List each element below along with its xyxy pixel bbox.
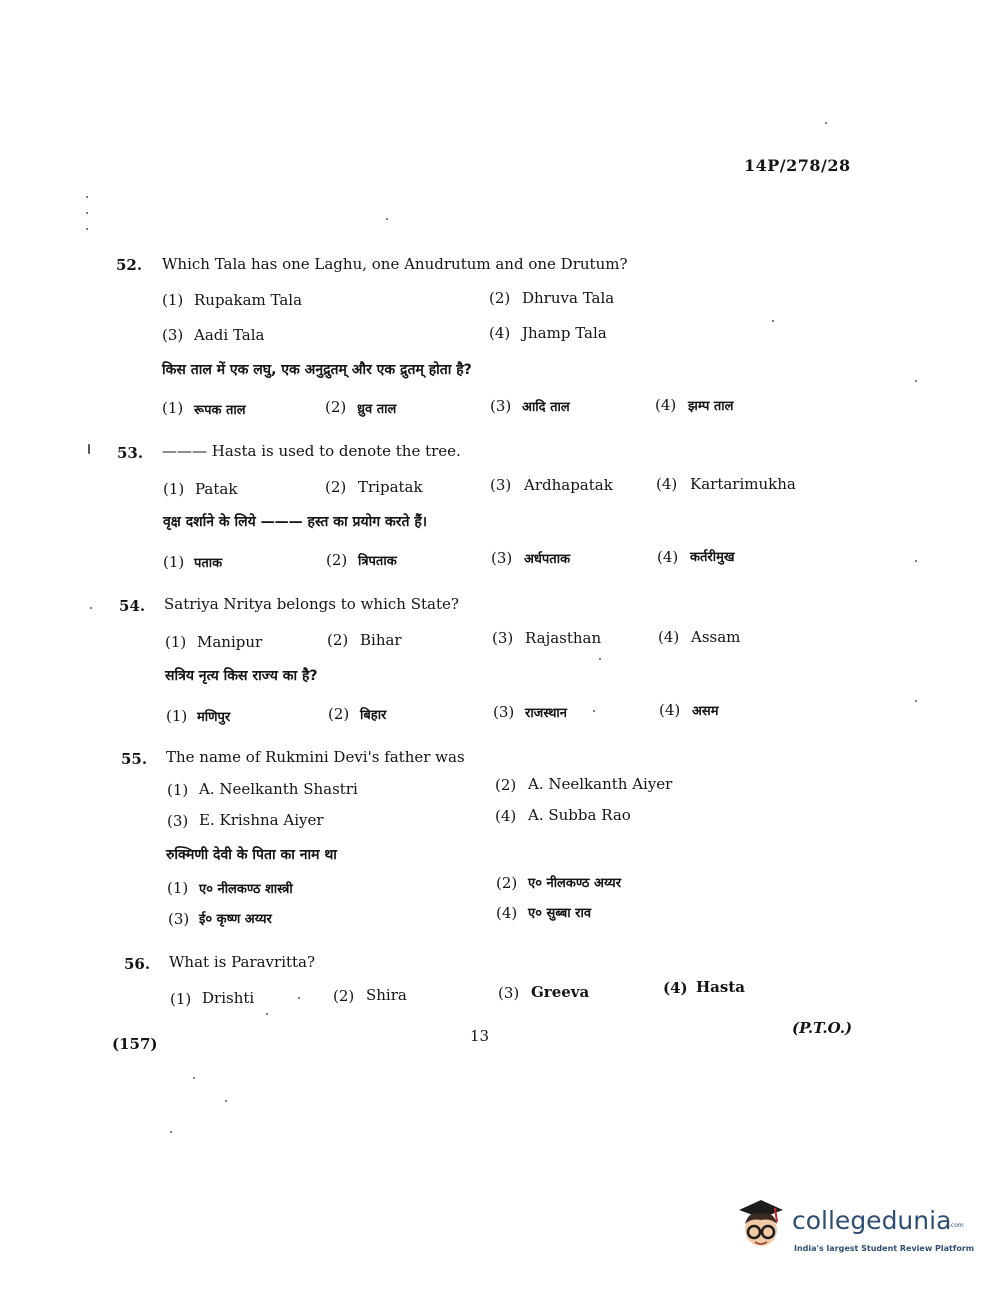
option-text: Manipur (197, 633, 263, 651)
option-text-hi: झम्प ताल (688, 399, 734, 414)
option-text: Patak (195, 480, 238, 498)
brand-tld: .com (949, 1222, 964, 1229)
scan-speck (915, 380, 917, 382)
option-text: A. Subba Rao (528, 806, 631, 824)
scan-speck (193, 1077, 195, 1079)
option-number: (1) (167, 879, 189, 897)
question-number: 53. (117, 444, 144, 462)
paper-code: 14P/278/28 (744, 156, 851, 175)
option-text: Greeva (531, 983, 590, 1001)
option-text-hi: ए० सुब्बा राव (528, 906, 592, 921)
option-text: Aadi Tala (194, 326, 265, 344)
option-number: (2) (325, 478, 347, 496)
option-text-hi: ए० नीलकण्ठ शास्त्री (199, 882, 293, 897)
option-number: (2) (489, 289, 511, 307)
option-text-hi: ई० कृष्ण अय्यर (199, 912, 272, 927)
question-text-en: Satriya Nritya belongs to which State? (164, 595, 459, 613)
option-number: (4) (663, 979, 688, 997)
option-text: Jhamp Tala (522, 324, 607, 342)
scan-speck (593, 710, 595, 712)
question-number: 52. (116, 256, 143, 274)
scan-speck (825, 122, 827, 124)
option-number: (2) (328, 705, 350, 723)
brand-tagline: India's largest Student Review Platform (794, 1244, 975, 1253)
question-number: 56. (124, 955, 151, 973)
option-number: (3) (498, 984, 520, 1002)
option-number: (1) (167, 781, 189, 799)
option-text: Bihar (360, 631, 402, 649)
brand-name: collegedunia (792, 1206, 952, 1235)
option-number: (4) (657, 548, 679, 566)
question-text-hi: सत्रिय नृत्य किस राज्य का है? (165, 668, 318, 684)
pto-label: (P.T.O.) (792, 1019, 853, 1037)
option-text: E. Krishna Aiyer (199, 811, 324, 829)
scan-speck (88, 444, 90, 454)
option-number: (4) (496, 904, 518, 922)
question-text-en: What is Paravritta? (169, 953, 316, 971)
option-number: (1) (166, 707, 188, 725)
option-number: (4) (655, 396, 677, 414)
scan-speck (772, 320, 774, 322)
option-text: Dhruva Tala (522, 289, 615, 307)
option-number: (1) (162, 291, 184, 309)
option-number: (4) (489, 324, 511, 342)
scan-speck (599, 658, 601, 660)
option-text: Hasta (696, 978, 745, 996)
scan-speck (386, 218, 388, 220)
question-text-en: ——— Hasta is used to denote the tree. (162, 442, 461, 460)
scan-speck (266, 1013, 268, 1015)
option-text: Tripatak (358, 478, 423, 496)
question-text-hi: रुक्मिणी देवी के पिता का नाम था (166, 847, 337, 863)
scan-speck (86, 228, 88, 230)
set-code: (157) (112, 1035, 158, 1053)
option-number: (1) (163, 553, 185, 571)
option-number: (2) (333, 987, 355, 1005)
question-number: 55. (121, 750, 148, 768)
option-text: Drishti (202, 989, 255, 1007)
option-number: (4) (658, 628, 680, 646)
option-number: (3) (490, 476, 512, 494)
option-text-hi: कर्तरीमुख (690, 550, 735, 565)
option-text-hi: मणिपुर (197, 710, 231, 725)
scan-speck (86, 196, 88, 198)
question-text-en: The name of Rukmini Devi's father was (166, 748, 465, 766)
option-text-hi: असम (692, 704, 719, 719)
option-number: (2) (495, 776, 517, 794)
option-number: (3) (491, 549, 513, 567)
option-number: (3) (493, 703, 515, 721)
option-text-hi: त्रिपताक (358, 554, 397, 569)
option-number: (1) (170, 990, 192, 1008)
option-text: A. Neelkanth Shastri (199, 780, 358, 798)
option-number: (2) (326, 551, 348, 569)
option-text-hi: पताक (194, 556, 223, 571)
scan-speck (915, 560, 917, 562)
option-text-hi: आदि ताल (522, 400, 570, 415)
question-text-hi: किस ताल में एक लघु, एक अनुद्रुतम् और एक द्रुतम् होता है? (162, 362, 472, 378)
option-text: Rupakam Tala (194, 291, 303, 309)
mascot-logo-icon (735, 1196, 791, 1256)
option-number: (3) (490, 397, 512, 415)
option-number: (3) (492, 629, 514, 647)
option-text-hi: अर्धपताक (524, 552, 571, 567)
option-number: (1) (163, 480, 185, 498)
scan-speck (915, 700, 917, 702)
option-text-hi: बिहार (360, 708, 387, 723)
option-text: Shira (366, 986, 407, 1004)
question-number: 54. (119, 597, 146, 615)
option-number: (2) (327, 631, 349, 649)
option-number: (2) (325, 398, 347, 416)
option-text: Ardhapatak (524, 476, 613, 494)
option-number: (4) (659, 701, 681, 719)
scan-speck (86, 212, 88, 214)
option-text-hi: राजस्थान (525, 706, 568, 721)
scan-speck (298, 997, 300, 999)
option-text: Assam (691, 628, 741, 646)
option-number: (3) (168, 910, 190, 928)
option-text-hi: ध्रुव ताल (357, 402, 397, 417)
question-text-hi: वृक्ष दर्शाने के लिये ——— हस्त का प्रयोग करते हैं। (163, 514, 428, 530)
option-number: (4) (495, 807, 517, 825)
scan-speck (225, 1100, 227, 1102)
option-number: (4) (656, 475, 678, 493)
option-number: (3) (167, 812, 189, 830)
scan-speck (170, 1131, 172, 1133)
option-text-hi: ए० नीलकण्ठ अय्यर (528, 876, 622, 891)
option-text-hi: रूपक ताल (194, 403, 246, 418)
question-text-en: Which Tala has one Laghu, one Anudrutum and one Drutum? (162, 255, 628, 273)
option-text: Kartarimukha (690, 475, 796, 493)
option-text: Rajasthan (525, 629, 602, 647)
option-number: (3) (162, 326, 184, 344)
option-number: (1) (162, 399, 184, 417)
scan-speck (90, 607, 92, 609)
option-number: (1) (165, 633, 187, 651)
page-number: 13 (470, 1027, 490, 1045)
option-text: A. Neelkanth Aiyer (528, 775, 673, 793)
option-number: (2) (496, 874, 518, 892)
